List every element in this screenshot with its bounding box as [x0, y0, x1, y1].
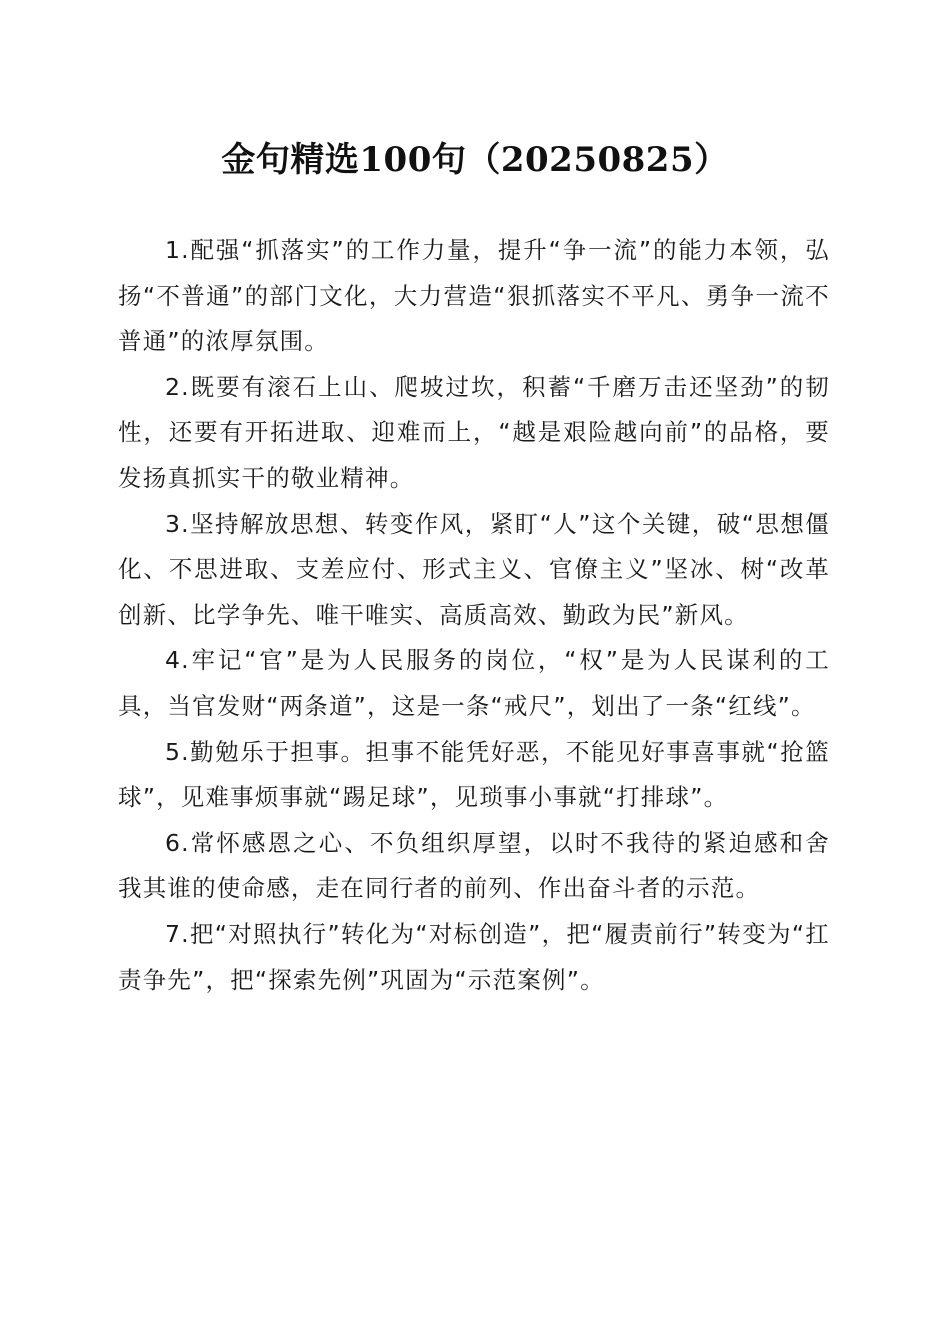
document-title: 金句精选100句（20250825）: [221, 140, 729, 180]
paragraph-5: 5.勤勉乐于担事。担事不能凭好恶，不能见好事喜事就“抢篮球”，见难事烦事就“踢足球”，见琐事小事就“打排球”。: [118, 737, 830, 812]
paragraph-3: 3.坚持解放思想、转变作风，紧盯“人”这个关键，破“思想僵化、不思进取、支差应付、形式主义、官僚主义”坚冰、树“改革创新、比学争先、唯干唯实、高质高效、勤政为民”新风。: [118, 509, 830, 629]
paragraph-4: 4.牢记“官”是为人民服务的岗位，“权”是为人民谋利的工具，当官发财“两条道”，这是一条“戒尺”，划出了一条“红线”。: [118, 646, 830, 720]
paragraph-7: 7.把“对照执行”转化为“对标创造”，把“履责前行”转变为“扛责争先”，把“探索先例”巩固为“示范案例”。: [118, 919, 830, 994]
document-body: [118, 228, 830, 1003]
paragraph-6: 6.常怀感恩之心、不负组织厚望，以时不我待的紧迫感和舍我其谁的使命感，走在同行者的前列、作出奋斗者的示范。: [118, 828, 830, 903]
paragraph-1: 1.配强“抓落实”的工作力量，提升“争一流”的能力本领，弘扬“不普通”的部门文化，大力营造“狠抓落实不平凡、勇争一流不普通”的浓厚氛围。: [118, 236, 830, 356]
paragraph-2: 2.既要有滚石上山、爬坡过坎，积蓄“千磨万击还坚劲”的韧性，还要有开拓进取、迎难而上，“越是艰险越向前”的品格，要发扬真抓实干的敬业精神。: [118, 372, 830, 492]
